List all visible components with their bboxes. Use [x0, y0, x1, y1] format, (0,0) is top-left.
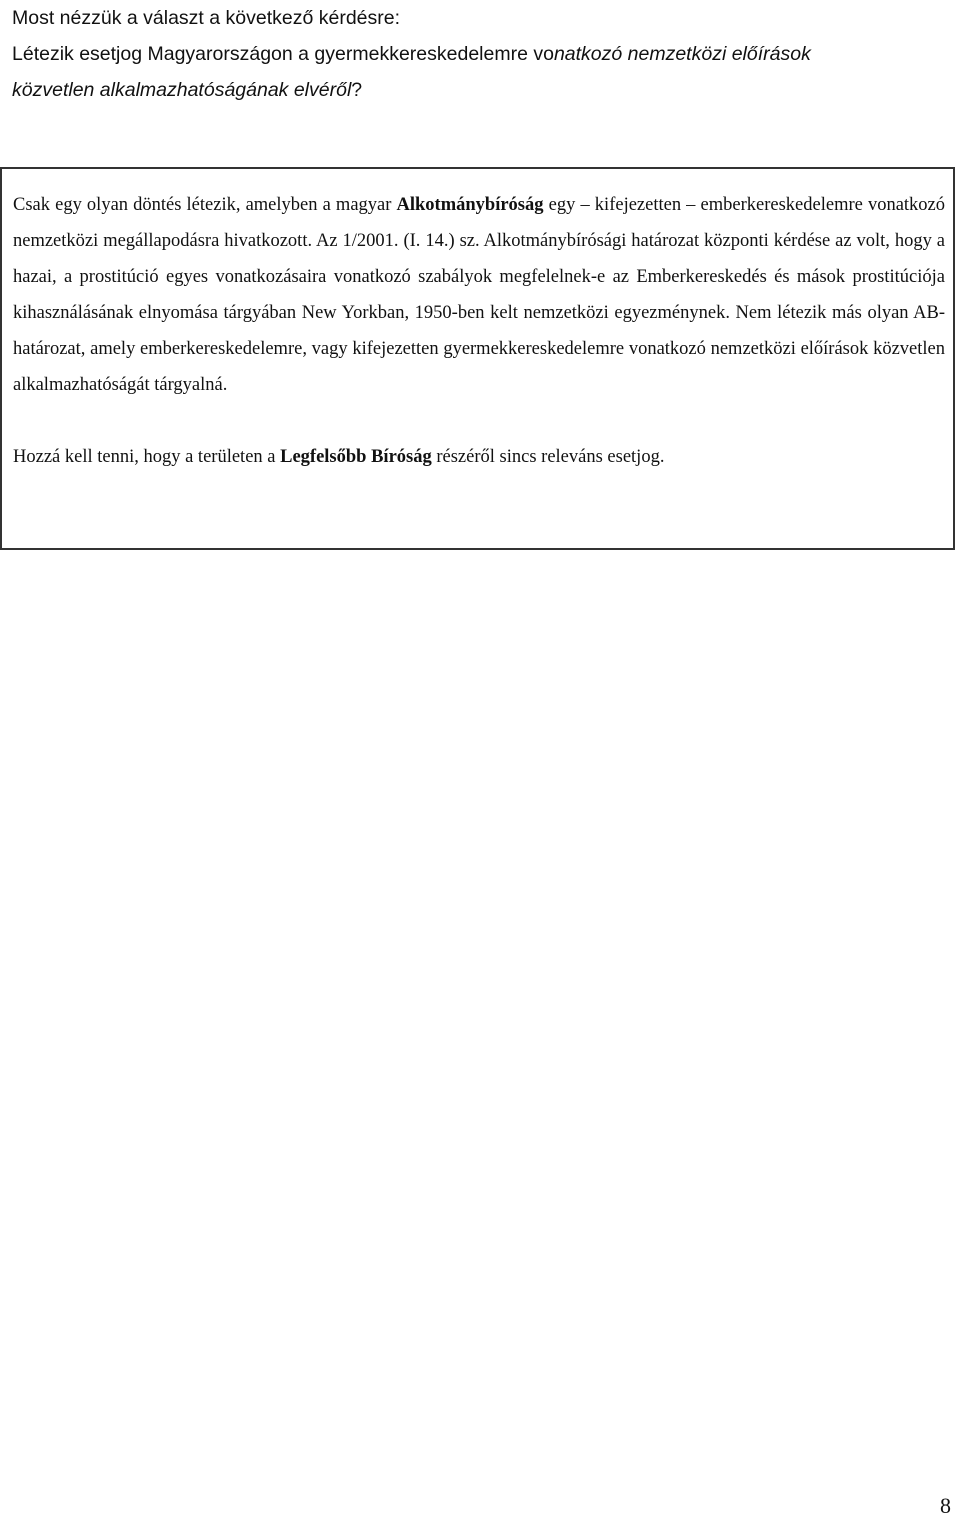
answer-p2-text-start: Hozzá kell tenni, hogy a területen a	[13, 447, 281, 467]
question-intro: Most nézzük a választ a következő kérdésre:	[12, 7, 401, 29]
question-line-2	[12, 36, 956, 72]
question-line-3	[12, 72, 956, 108]
question-text-regular: Létezik esetjog Magyarországon a gyermekkereskedelemre vo	[12, 43, 554, 65]
question-block	[12, 0, 956, 108]
answer-paragraph-1	[13, 187, 945, 403]
answer-p1-bold-court: Alkotmánybíróság	[396, 195, 544, 215]
answer-p1-text-start: Csak egy olyan döntés létezik, amelyben a magyar	[13, 195, 397, 215]
answer-box	[0, 167, 955, 550]
page-number: 8	[940, 1493, 951, 1518]
question-mark: ?	[351, 79, 363, 101]
answer-p2-bold-supreme-court: Legfelsőbb Bíróság	[280, 447, 432, 467]
question-text-italic-end: közvetlen alkalmazhatóságának elvéről	[12, 79, 352, 101]
answer-text	[13, 187, 945, 475]
answer-p1-text-rest: egy – kifejezetten – emberkereskedelemre vonatkozó nemzetközi megállapodásra hivatkozott. Az 1/2001. (I. 14.) sz. Alkotmánybírósági határozat központi kérdése az volt, hogy a hazai, a prostitúció egyes vonatkozásaira vonatkozó szabályok megfelelnek-e az Emberkereskedés és mások prostitúciója kihasználásának elnyomása tárgyában New Yorkban, 1950-ben kelt nemzetközi egyezménynek. Nem létezik más olyan AB-határozat, amely emberkereskedelemre, vagy kifejezetten gyermekkereskedelemre vonatkozó nemzetközi előírások közvetlen alkalmazhatóságát tárgyalná.	[13, 195, 946, 395]
answer-paragraph-2	[13, 439, 945, 475]
question-text-italic: natkozó nemzetközi előírások	[553, 43, 811, 65]
answer-p2-text-end: részéről sincs releváns esetjog.	[431, 447, 665, 467]
